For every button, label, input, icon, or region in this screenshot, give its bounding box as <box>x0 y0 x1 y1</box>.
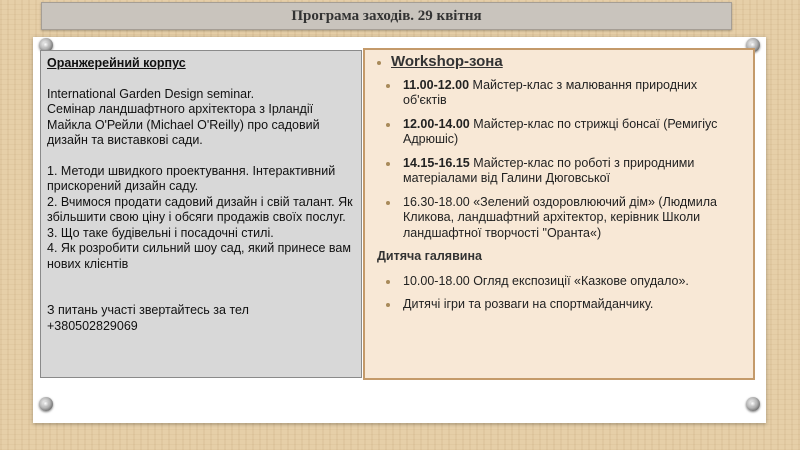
program-title: Програма заходів. 29 квітня <box>291 7 482 24</box>
list-item <box>377 156 743 187</box>
seminar-topic: 2. Вчимося продати садовий дизайн і свій талант. Як збільшити свою ціну і обсяги продажів своїх послуг. <box>47 194 353 224</box>
pin-icon <box>39 397 53 411</box>
kids-meadow-heading: Дитяча галявина <box>377 249 482 263</box>
seminar-topic: 3. Що таке будівельні і посадочні стилі. <box>47 225 274 240</box>
kids-list <box>377 274 743 313</box>
workshop-time: 11.00-12.00 <box>403 77 470 92</box>
pin-icon <box>746 397 760 411</box>
seminar-topic: 1. Методи швидкого проектування. Інтерактивний прискорений дизайн саду. <box>47 163 336 193</box>
workshop-text: Майстер-клас по стрижці бонсаї (Ремигіус Адрюшіс) <box>403 116 718 146</box>
contact-phone: +380502829069 <box>47 318 138 333</box>
seminar-description: Семінар ландшафтного архітектора з Ірландії Майкла О'Рейли (Michael O'Reilly) про садовий дизайн та виставкові сади. <box>47 102 320 147</box>
list-item: 10.00-18.00 Огляд експозиції «Казкове опудало». <box>377 274 743 290</box>
workshop-text: Майстер-клас по роботі з природними матеріалами від Галини Дюговської <box>403 155 695 185</box>
greenhouse-heading: Оранжерейний корпус <box>47 56 186 70</box>
list-item: Дитячі ігри та розваги на спортмайданчику. <box>377 297 743 313</box>
workshop-text: 16.30-18.00 «Зелений оздоровлюючий дім» (Людмила Кликова, ландшафтний архітектор, керівник Школи ландшафтної творчості "Оранта«) <box>403 194 717 240</box>
seminar-topic: 4. Як розробити сильний шоу сад, який принесе вам нових клієнтів <box>47 241 351 271</box>
workshop-time: 14.15-16.15 <box>403 155 470 170</box>
seminar-title: International Garden Design seminar. <box>47 86 255 101</box>
list-item <box>377 117 743 148</box>
workshop-heading-text: Workshop-зона <box>391 53 503 70</box>
workshop-list <box>377 78 743 242</box>
workshop-panel <box>363 48 755 380</box>
bullet-icon <box>377 61 381 65</box>
workshop-time: 12.00-14.00 <box>403 116 470 131</box>
greenhouse-panel <box>40 50 362 378</box>
list-item <box>377 195 743 242</box>
contact-text: З питань участі звертайтесь за тел <box>47 303 249 317</box>
workshop-heading <box>377 54 743 70</box>
list-item <box>377 78 743 109</box>
workshop-text: Майстер-клас з малювання природних об'єктів <box>403 77 698 107</box>
program-title-bar <box>41 2 732 30</box>
